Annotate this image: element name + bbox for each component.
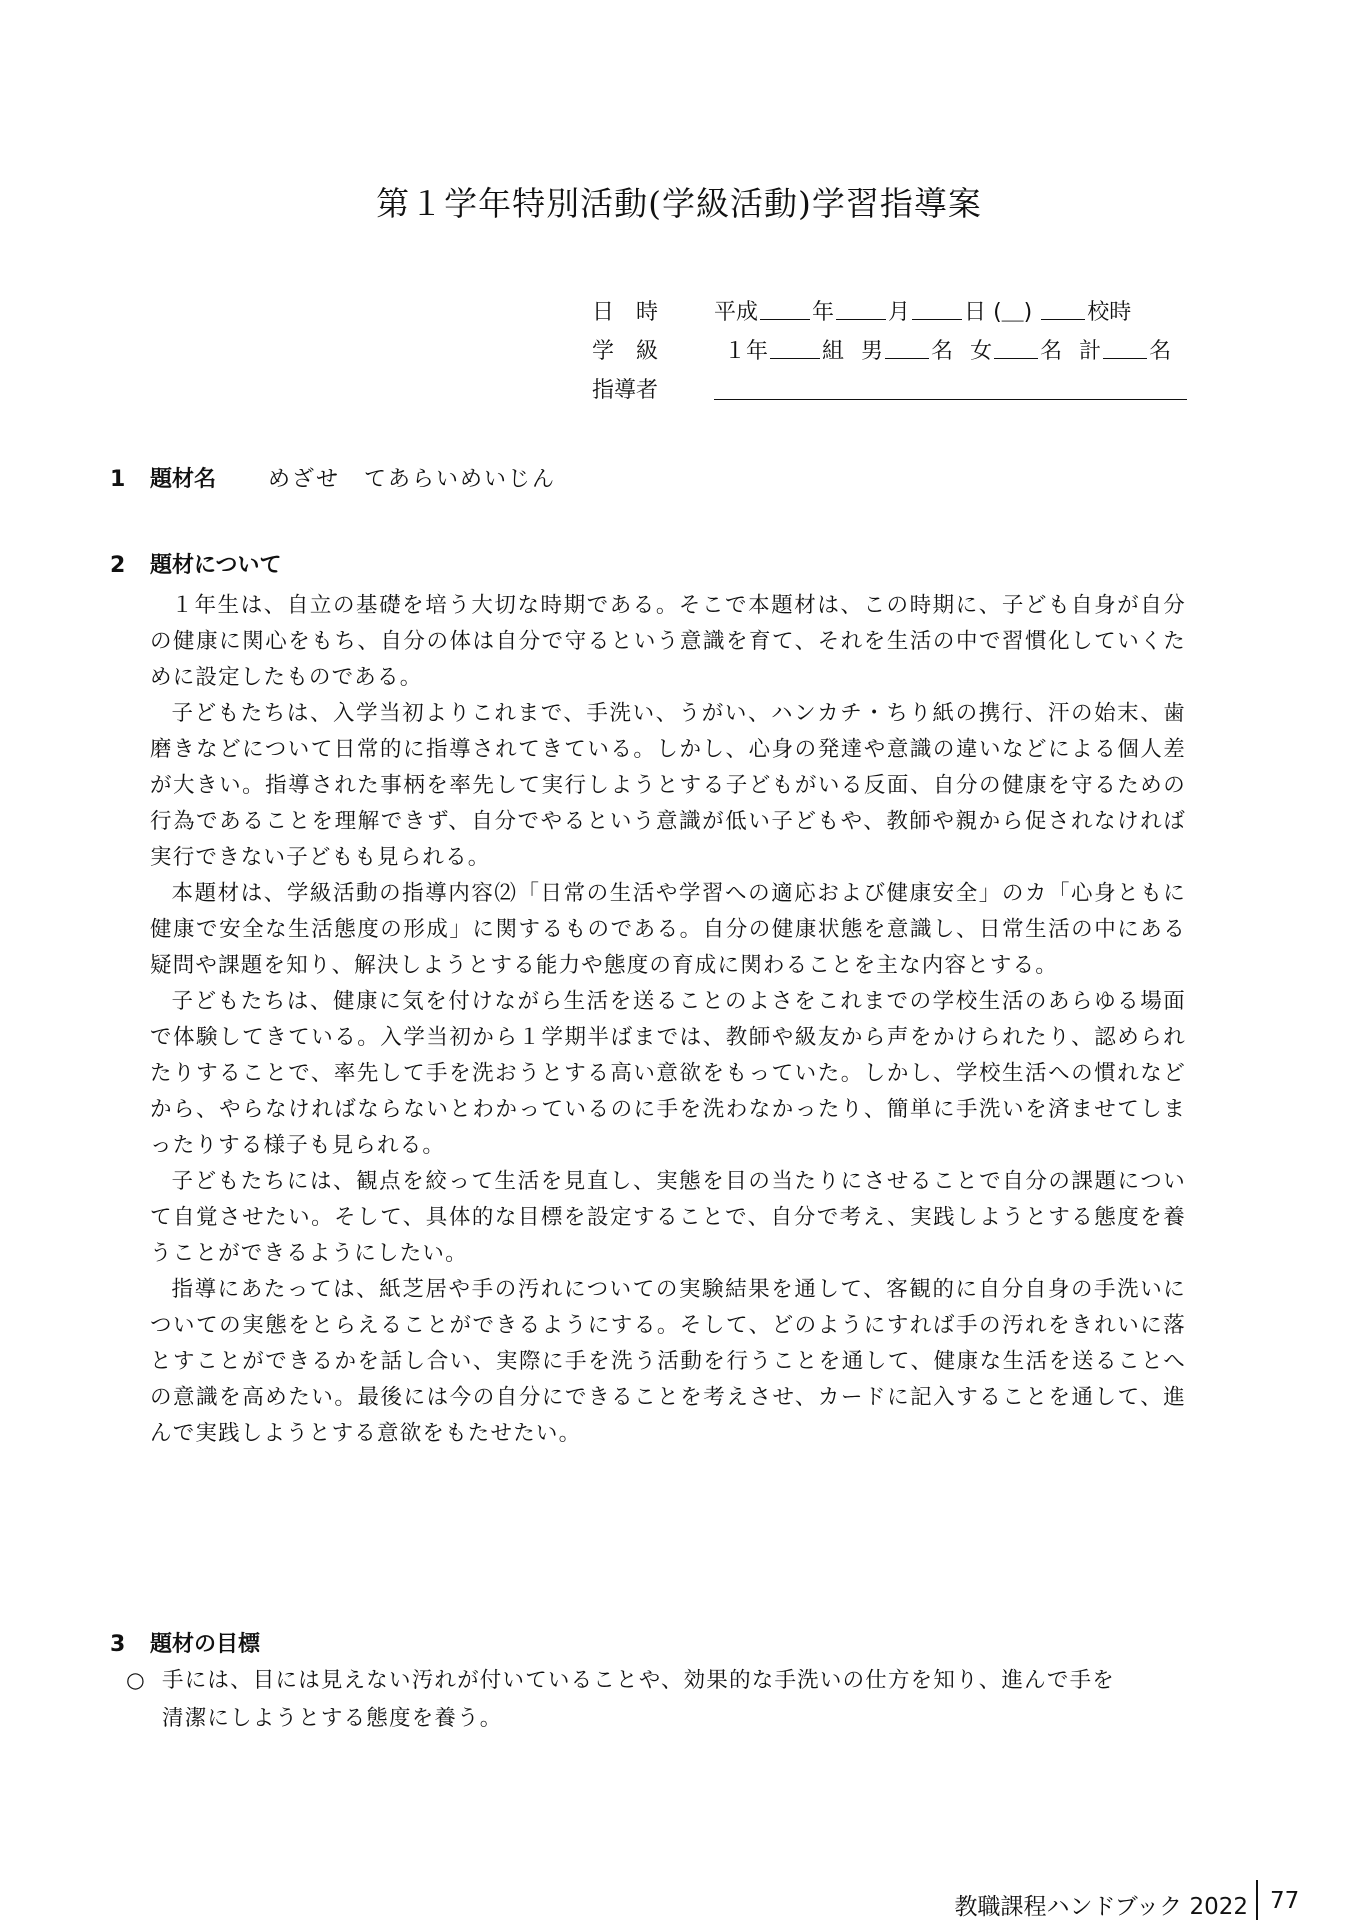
about-paragraph: 子どもたちは、入学当初よりこれまで、手洗い、うがい、ハンカチ・ちり紙の携行、汗の始末、歯磨きなどについて日常的に指導されてきている。しかし、心身の発達や意識の違いなどによる個人差が大きい。指導された事柄を率先して実行しようとする子どもがいる反面、自分の健康を守るための行為であることを理解できず、自分でやるという意識が低い子どもや、教師や親から促されなければ実行できない子どもも見られる。 <box>150 701 1186 870</box>
section-title: 題材について <box>150 553 282 578</box>
about-paragraph: 指導にあたっては、紙芝居や手の汚れについての実験結果を通して、客観的に自分自身の手洗いについての実態をとらえることができるようにする。そして、どのようにすれば手の汚れをきれいに落とすことができるかを話し合い、実際に手を洗う活動を行うことを通して、健康な生活を送ることへの意識を高めたい。最後には今の自分にできることを考えさせ、カードに記入することを通して、進んで実践しようとする意欲をもたせたい。 <box>150 1277 1186 1446</box>
date-value <box>714 293 1131 332</box>
date-row <box>592 293 1132 332</box>
date-year: 年 <box>812 300 835 325</box>
class-male-unit: 名 <box>931 339 954 364</box>
period-blank <box>1041 295 1085 320</box>
subject-value: めざせ てあらいめいじん <box>268 467 557 492</box>
goal-line-1: 手には、目には見えない汚れが付いていることや、効果的な手洗いの仕方を知り、進んで手を <box>162 1668 1115 1693</box>
about-paragraph: 子どもたちには、観点を絞って生活を見直し、実態を目の当たりにさせることで自分の課題について自覚させたい。そして、具体的な目標を設定することで、自分で考え、実践しようとする態度を養うことができるようにしたい。 <box>150 1169 1186 1266</box>
circle-bullet-icon: ○ <box>126 1668 146 1693</box>
date-label: 日 時 <box>592 300 659 325</box>
date-month: 月 <box>888 300 911 325</box>
page-number: 77 <box>1270 1888 1300 1914</box>
goal-line-2: 清潔にしようとする態度を養う。 <box>162 1706 503 1731</box>
info-block <box>592 293 1172 410</box>
about-paragraph: 本題材は、学級活動の指導内容⑵「日常の生活や学習への適応および健康安全」のカ「心身ともに健康で安全な生活態度の形成」に関するものである。自分の健康状態を意識し、日常生活の中にある疑問や課題を知り、解決しようとする能力や態度の育成に関わることを主な内容とする。 <box>150 881 1186 978</box>
male-blank <box>885 334 929 359</box>
section-number: 2 <box>110 553 126 578</box>
class-value <box>714 332 1171 371</box>
female-blank <box>994 334 1038 359</box>
page-footer <box>0 1888 1358 1920</box>
date-weekday: (＿) <box>993 300 1033 325</box>
class-kumi: 組 <box>822 339 845 364</box>
date-era: 平成 <box>714 300 759 325</box>
kumi-blank <box>770 334 820 359</box>
class-female: 女 <box>970 339 993 364</box>
section-number: 1 <box>110 467 126 492</box>
date-day: 日 <box>964 300 987 325</box>
section-title: 題材名 <box>150 467 217 492</box>
month-blank <box>836 295 886 320</box>
about-body <box>150 588 1186 1452</box>
section-title: 題材の目標 <box>150 1632 261 1657</box>
document-title: 第１学年特別活動(学級活動)学習指導案 <box>376 184 982 223</box>
handbook-title: 教職課程ハンドブック 2022 <box>954 1894 1248 1920</box>
year-blank <box>760 295 810 320</box>
class-female-unit: 名 <box>1040 339 1063 364</box>
class-grade: １年 <box>724 339 769 364</box>
section-number: 3 <box>110 1632 126 1657</box>
total-blank <box>1103 334 1147 359</box>
section-about-heading <box>110 548 282 579</box>
about-paragraph: １年生は、自立の基礎を培う大切な時期である。そこで本題材は、この時期に、子ども自身が自分の健康に関心をもち、自分の体は自分で守るという意識を育て、それを生活の中で習慣化していくために設定したものである。 <box>150 593 1186 690</box>
class-label: 学 級 <box>592 339 659 364</box>
class-total-unit: 名 <box>1149 339 1172 364</box>
section-goals-heading <box>110 1627 260 1658</box>
goal-item <box>126 1662 1186 1738</box>
footer-divider <box>1256 1880 1258 1920</box>
section-subject-heading <box>110 462 556 493</box>
day-blank <box>912 295 962 320</box>
date-period: 校時 <box>1087 300 1132 325</box>
instructor-label: 指導者 <box>592 378 659 403</box>
class-row <box>592 332 1172 371</box>
class-total: 計 <box>1079 339 1102 364</box>
class-male: 男 <box>861 339 884 364</box>
instructor-row <box>592 371 714 410</box>
about-paragraph: 子どもたちは、健康に気を付けながら生活を送ることのよさをこれまでの学校生活のあらゆる場面で体験してきている。入学当初から１学期半ばまでは、教師や級友から声をかけられたり、認められたりすることで、率先して手を洗おうとする高い意欲をもっていた。しかし、学校生活への慣れなどから、やらなければならないとわかっているのに手を洗わなかったり、簡単に手洗いを済ませてしまったりする様子も見られる。 <box>150 989 1186 1158</box>
instructor-line <box>714 399 1187 400</box>
